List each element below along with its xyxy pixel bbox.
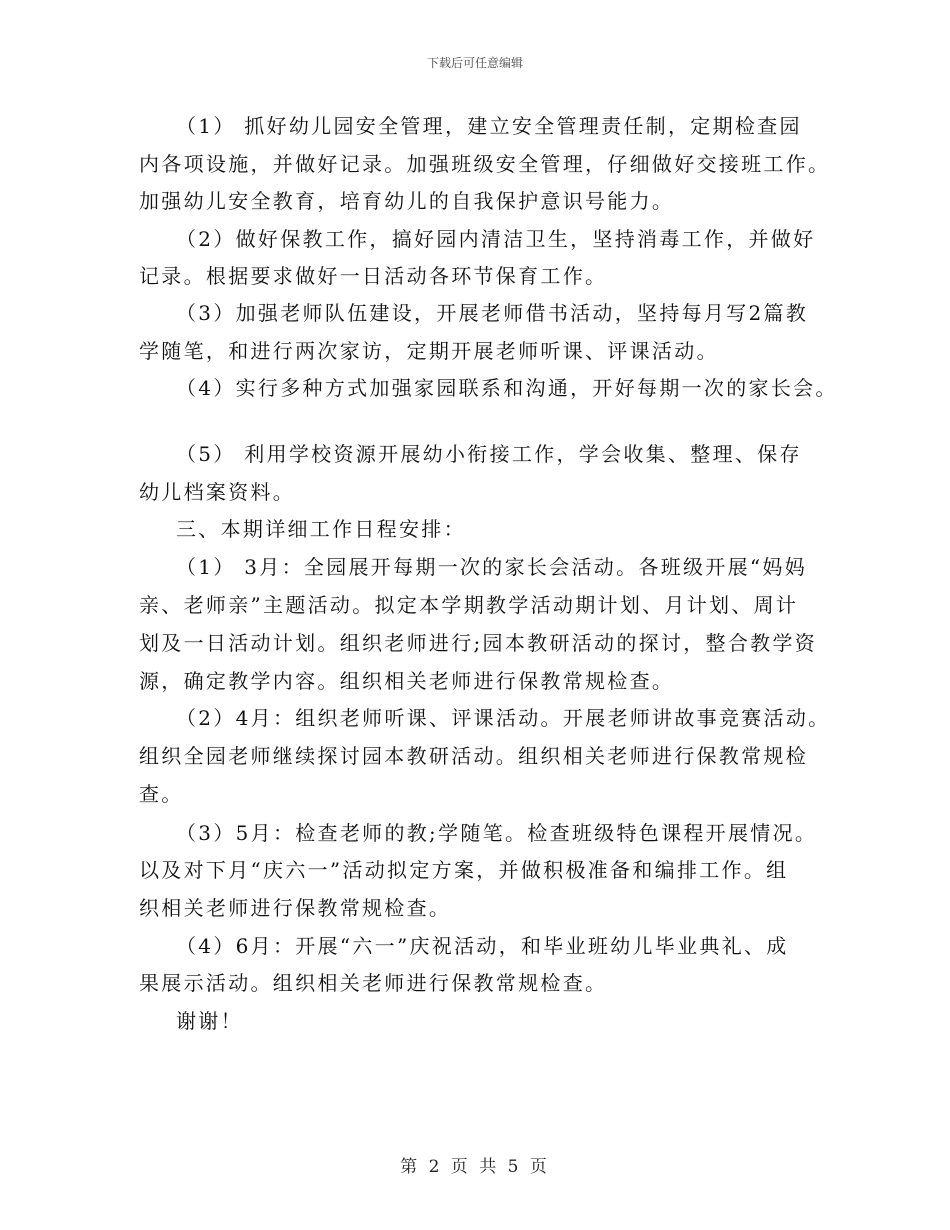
body-line: （1） 3月：全园展开每期一次的家长会活动。各班级开展“妈妈 bbox=[176, 555, 808, 579]
body-line: 幼儿档案资料。 bbox=[139, 480, 296, 504]
body-line: 果展示活动。组织相关老师进行保教常规检查。 bbox=[139, 971, 608, 995]
body-line: 记录。根据要求做好一日活动各环节保育工作。 bbox=[139, 264, 608, 288]
body-line: （1） 抓好幼儿园安全管理，建立安全管理责任制，定期检查园 bbox=[176, 114, 802, 138]
body-line: 学随笔，和进行两次家访，定期开展老师听课、评课活动。 bbox=[139, 339, 719, 363]
body-line: （5） 利用学校资源开展幼小衔接工作，学会收集、整理、保存 bbox=[176, 442, 802, 466]
body-line: 以及对下月“庆六一”活动拟定方案，并做积极准备和编排工作。组 bbox=[139, 858, 789, 882]
body-line: 加强幼儿安全教育，培育幼儿的自我保护意识号能力。 bbox=[139, 189, 675, 213]
body-line: （3）加强老师队伍建设，开展老师借书活动，坚持每月写2篇教 bbox=[176, 301, 809, 325]
body-line: 源，确定教学内容。组织相关老师进行保教常规检查。 bbox=[139, 669, 675, 693]
closing-text: 谢谢！ bbox=[176, 1009, 243, 1033]
page-header: 下载后可任意编辑 bbox=[426, 56, 523, 70]
body-line: （4）6月：开展“六一”庆祝活动，和毕业班幼儿毕业典礼、成 bbox=[176, 934, 789, 958]
body-line: 组织全园老师继续探讨园本教研活动。组织相关老师进行保教常规检 bbox=[139, 744, 808, 768]
body-line: 划及一日活动计划。组织老师进行;园本教研活动的探讨，整合教学资 bbox=[139, 631, 818, 655]
body-line: 查。 bbox=[139, 782, 184, 806]
body-line: 亲、老师亲”主题活动。拟定本学期教学活动期计划、月计划、周计 bbox=[139, 593, 799, 617]
body-line: （3）5月：检查老师的教;学随笔。检查班级特色课程开展情况。 bbox=[176, 821, 818, 845]
body-line: 织相关老师进行保教常规检查。 bbox=[139, 896, 452, 920]
body-line: （2）4月：组织老师听课、评课活动。开展老师讲故事竞赛活动。 bbox=[176, 706, 831, 730]
body-line: （4）实行多种方式加强家园联系和沟通，开好每期一次的家长会。 bbox=[176, 376, 838, 400]
body-line: （2）做好保教工作，搞好园内清洁卫生，坚持消毒工作，并做好 bbox=[176, 227, 816, 251]
section-heading: 三、本期详细工作日程安排： bbox=[176, 517, 466, 541]
page-number: 第 2 页 共 5 页 bbox=[400, 1157, 550, 1177]
body-line: 内各项设施，并做好记录。加强班级安全管理，仔细做好交接班工作。 bbox=[139, 152, 831, 176]
